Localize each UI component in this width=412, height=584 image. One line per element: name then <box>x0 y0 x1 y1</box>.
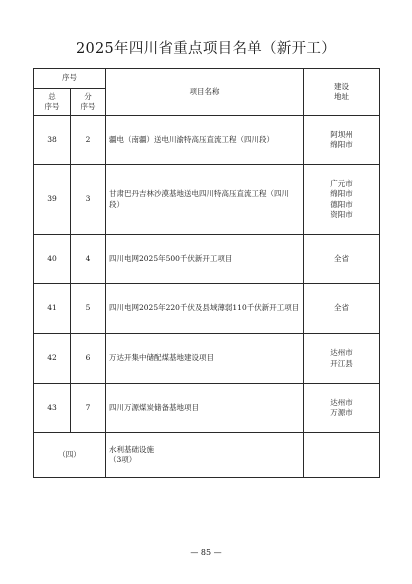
page-number: — 85 — <box>190 548 222 557</box>
sub-seq-cell: 7 <box>71 384 106 433</box>
project-name-cell: 四川万源煤炭储备基地项目 <box>106 384 304 433</box>
sub-seq-cell: 4 <box>71 235 106 284</box>
sub-seq-header: 分 序号 <box>71 89 106 116</box>
total-seq-header: 总 序号 <box>34 89 71 116</box>
project-name-cell: 四川电网2025年220千伏及县域薄弱110千伏新开工项目 <box>106 284 304 334</box>
location-cell: 阿坝州 绵阳市 <box>304 116 380 165</box>
total-seq-cell: 41 <box>34 284 71 334</box>
sub-seq-cell: 3 <box>71 165 106 235</box>
table-row <box>34 165 380 235</box>
table-row <box>34 116 380 165</box>
category-name-cell <box>106 433 304 478</box>
sub-seq-cell: 5 <box>71 284 106 334</box>
category-name: 水利基础设施 <box>109 444 154 454</box>
category-label-cell: （四） <box>34 433 106 478</box>
table-row <box>34 384 380 433</box>
table-row <box>34 334 380 384</box>
location-header: 建设 地址 <box>304 69 380 116</box>
project-name-cell: 万达开集中储配煤基地建设项目 <box>106 334 304 384</box>
category-count: （3项） <box>109 455 137 464</box>
location-cell: 全省 <box>304 235 380 284</box>
category-row <box>34 433 380 478</box>
location-cell: 广元市 绵阳市 德阳市 资阳市 <box>304 165 380 235</box>
total-seq-cell: 38 <box>34 116 71 165</box>
location-cell: 全省 <box>304 284 380 334</box>
location-cell <box>304 433 380 478</box>
table-row <box>34 284 380 334</box>
total-seq-cell: 43 <box>34 384 71 433</box>
total-seq-cell: 42 <box>34 334 71 384</box>
seq-header: 序号 <box>34 69 106 89</box>
location-cell: 达州市 万源市 <box>304 384 380 433</box>
document-title: 2025年四川省重点项目名单（新开工） <box>75 41 337 57</box>
total-seq-cell: 40 <box>34 235 71 284</box>
project-name-cell: 疆电（南疆）送电川渝特高压直流工程（四川段） <box>106 116 304 165</box>
total-seq-cell: 39 <box>34 165 71 235</box>
location-cell: 达州市 开江县 <box>304 334 380 384</box>
sub-seq-cell: 6 <box>71 334 106 384</box>
project-name-cell: 四川电网2025年500千伏新开工项目 <box>106 235 304 284</box>
project-name-cell: 甘肃巴丹吉林沙漠基地送电四川特高压直流工程（四川段） <box>106 165 304 235</box>
sub-seq-cell: 2 <box>71 116 106 165</box>
project-table <box>33 68 380 478</box>
table-row <box>34 235 380 284</box>
project-name-header: 项目名称 <box>106 69 304 116</box>
